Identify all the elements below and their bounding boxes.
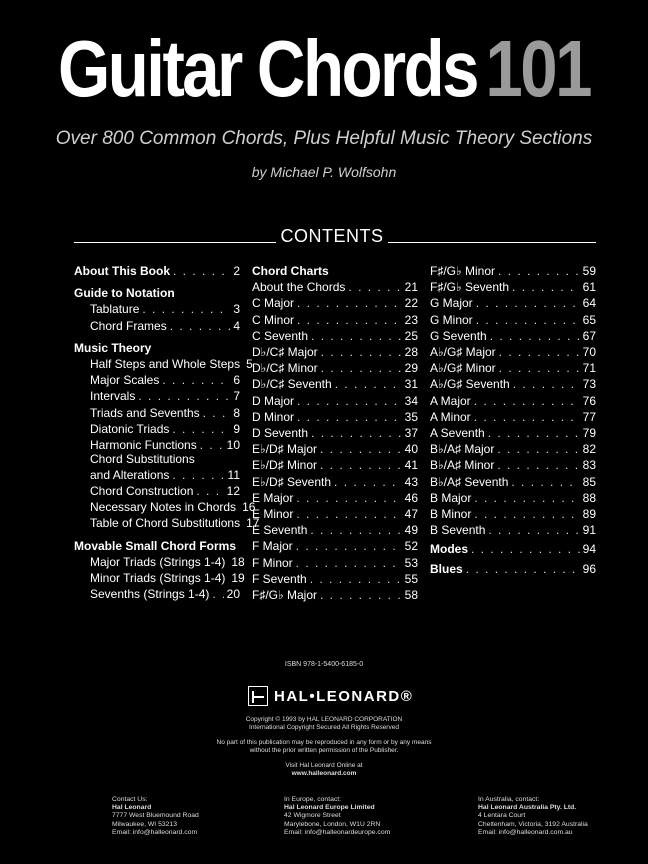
book-title bbox=[52, 24, 596, 114]
toc-page-number: 96 bbox=[582, 561, 596, 576]
toc-dot-leader bbox=[348, 279, 401, 295]
toc-dot-leader bbox=[311, 328, 402, 344]
toc-page-number: 70 bbox=[582, 345, 596, 360]
toc-page-number: 55 bbox=[404, 571, 418, 586]
toc-page-number: 11 bbox=[227, 467, 240, 482]
toc-entry bbox=[74, 515, 260, 531]
toc-dot-leader bbox=[320, 441, 402, 457]
toc-entry-title: Tablature bbox=[90, 302, 140, 317]
toc-entry-title: Modes bbox=[430, 542, 469, 557]
toc-entry bbox=[74, 318, 240, 334]
toc-entry bbox=[430, 425, 596, 441]
hal-leonard-logo-text: HAL•LEONARD® bbox=[274, 688, 414, 705]
contact-label: Contact Us: bbox=[112, 796, 148, 803]
toc-entry-title: Triads and Sevenths bbox=[90, 405, 200, 420]
copyright-line-2: International Copyright Secured All Rights Reserved bbox=[249, 724, 399, 731]
toc-entry-title: About This Book bbox=[74, 264, 170, 278]
isbn: ISBN 978-1-5400-6185-0 bbox=[284, 661, 364, 668]
toc-dot-leader bbox=[296, 490, 401, 506]
toc-entry-title: Major Scales bbox=[90, 373, 160, 388]
toc-page-number: 41 bbox=[404, 458, 418, 473]
toc-entry-title: E Minor bbox=[252, 507, 294, 522]
toc-entry-title: B Minor bbox=[430, 507, 472, 522]
toc-entry-title: B♭/A♯ Minor bbox=[430, 458, 495, 473]
toc-entry-title: Intervals bbox=[90, 389, 136, 404]
toc-dot-leader bbox=[200, 437, 224, 453]
toc-dot-leader bbox=[297, 409, 402, 425]
toc-entry bbox=[252, 425, 418, 441]
toc-page-number: 7 bbox=[233, 389, 240, 404]
toc-entry-title: Music Theory bbox=[74, 340, 152, 355]
contact-name: Hal Leonard Europe Limited bbox=[284, 804, 375, 812]
toc-dot-leader bbox=[173, 263, 230, 279]
toc-dot-leader bbox=[512, 279, 580, 295]
toc-dot-leader bbox=[490, 328, 580, 344]
toc-page-number: 67 bbox=[582, 328, 596, 343]
toc-page-number: 65 bbox=[582, 312, 596, 327]
toc-dot-leader bbox=[497, 441, 579, 457]
toc-dot-leader bbox=[311, 425, 402, 441]
toc-page-number: 8 bbox=[233, 405, 240, 420]
toc-entry bbox=[430, 409, 596, 425]
toc-entry bbox=[430, 457, 596, 473]
toc-entry bbox=[430, 263, 596, 279]
toc-entry bbox=[430, 393, 596, 409]
contact-australia bbox=[478, 796, 588, 837]
toc-entry-title: Guide to Notation bbox=[74, 286, 175, 301]
toc-entry bbox=[430, 295, 596, 311]
toc-entry-title: F♯/G♭ Seventh bbox=[430, 280, 510, 295]
toc-page-number: 47 bbox=[404, 507, 418, 522]
toc-page-number: 61 bbox=[582, 280, 596, 295]
toc-entry bbox=[430, 279, 596, 295]
toc-page-number: 46 bbox=[404, 490, 418, 505]
toc-dot-leader bbox=[162, 372, 230, 388]
toc-page-number: 19 bbox=[231, 570, 245, 585]
toc-dot-leader bbox=[488, 425, 580, 441]
toc-dot-leader bbox=[320, 457, 402, 473]
visit-line: Visit Hal Leonard Online at bbox=[285, 762, 363, 769]
toc-entry bbox=[74, 372, 240, 388]
toc-entry bbox=[252, 506, 418, 522]
toc-dot-leader bbox=[335, 376, 402, 392]
toc-entry-title: D Minor bbox=[252, 409, 295, 424]
toc-dot-leader bbox=[466, 561, 580, 577]
toc-dot-leader bbox=[296, 506, 401, 522]
toc-entry-title: A Minor bbox=[430, 409, 471, 424]
toc-entry bbox=[74, 263, 240, 279]
toc-dot-leader bbox=[474, 490, 579, 506]
author-byline: by Michael P. Wolfsohn bbox=[251, 164, 397, 180]
toc-entry-title: F♯/G♭ Minor bbox=[430, 264, 495, 278]
toc-entry-title: B♭/A♯ Seventh bbox=[430, 474, 509, 489]
toc-entry-title: A Seventh bbox=[430, 426, 485, 441]
contact-europe bbox=[284, 796, 390, 837]
toc-entry-title: Minor Triads (Strings 1-4) bbox=[90, 570, 226, 585]
toc-page-number: 12 bbox=[226, 483, 240, 498]
toc-page-number: 9 bbox=[233, 421, 240, 436]
toc-page-number: 23 bbox=[404, 312, 418, 327]
toc-dot-leader bbox=[212, 586, 223, 602]
toc-page-number: 49 bbox=[404, 523, 418, 538]
toc-dot-leader bbox=[172, 421, 230, 437]
toc-page-number: 59 bbox=[582, 264, 596, 278]
toc-page-number: 64 bbox=[582, 296, 596, 311]
contact-label: In Australia, contact: bbox=[478, 796, 540, 803]
toc-page-number: 94 bbox=[582, 542, 596, 557]
toc-entry-title: E♭/D♯ Minor bbox=[252, 458, 318, 473]
toc-entry bbox=[430, 376, 596, 392]
contact-email[interactable]: Email: info@halleonard.com bbox=[112, 828, 198, 836]
notice-line-2: without the prior written permission of the Publisher. bbox=[249, 747, 399, 754]
toc-page-number: 20 bbox=[226, 587, 240, 602]
toc-dot-leader bbox=[474, 506, 579, 522]
toc-page-number: 88 bbox=[582, 490, 596, 505]
contact-line: 4 Lentara Court bbox=[478, 812, 526, 820]
toc-entry bbox=[252, 263, 418, 279]
toc-dot-leader bbox=[203, 405, 231, 421]
toc-page-number: 77 bbox=[582, 409, 596, 424]
toc-entry bbox=[74, 437, 240, 453]
toc-dot-leader bbox=[474, 393, 580, 409]
copyright-line-1: Copyright © 1993 by HAL LEONARD CORPORATION bbox=[245, 716, 403, 723]
toc-page-number: 79 bbox=[582, 426, 596, 441]
heading-rule-right bbox=[388, 242, 596, 243]
toc-dot-leader bbox=[321, 344, 402, 360]
contact-line: 42 Wigmore Street bbox=[284, 812, 341, 820]
toc-dot-leader bbox=[321, 360, 402, 376]
toc-entry-title: C Minor bbox=[252, 312, 295, 327]
toc-entry-title: G Minor bbox=[430, 312, 473, 327]
contact-name: Hal Leonard Australia Pty. Ltd. bbox=[478, 804, 577, 812]
toc-entry bbox=[74, 388, 240, 404]
toc-entry-title: Diatonic Triads bbox=[90, 421, 170, 436]
toc-entry-title: F Major bbox=[252, 539, 293, 554]
toc-dot-leader bbox=[196, 483, 223, 499]
toc-entry bbox=[430, 441, 596, 457]
toc-entry bbox=[74, 483, 240, 499]
toc-dot-leader bbox=[320, 587, 402, 603]
toc-entry-title: E♭/D♯ Major bbox=[252, 442, 318, 457]
toc-entry-title: C Major bbox=[252, 296, 295, 311]
toc-entry-title: B Major bbox=[430, 490, 472, 505]
toc-column-3 bbox=[430, 263, 596, 577]
contact-label: In Europe, contact: bbox=[284, 796, 342, 803]
book-title-number: 101 bbox=[485, 24, 590, 113]
toc-dot-leader bbox=[474, 409, 580, 425]
toc-dot-leader bbox=[170, 318, 231, 334]
toc-entry-title: F Seventh bbox=[252, 571, 307, 586]
toc-dot-leader bbox=[498, 263, 580, 279]
contents-heading bbox=[74, 226, 596, 250]
toc-dot-leader bbox=[296, 555, 402, 571]
toc-entry-title: B♭/A♯ Major bbox=[430, 442, 495, 457]
toc-page-number: 35 bbox=[404, 409, 418, 424]
toc-entry bbox=[74, 586, 240, 602]
toc-page-number: 83 bbox=[582, 458, 596, 473]
toc-dot-leader bbox=[476, 312, 580, 328]
contact-email[interactable]: Email: info@halleonardeurope.com bbox=[284, 828, 391, 836]
toc-entry bbox=[74, 421, 240, 437]
contact-email[interactable]: Email: info@halleonard.com.au bbox=[478, 828, 573, 836]
toc-page-number: 29 bbox=[404, 361, 418, 376]
toc-entry bbox=[252, 587, 418, 603]
toc-entry-title: Table of Chord Substitutions bbox=[90, 516, 241, 531]
toc-entry-title: B Seventh bbox=[430, 523, 486, 538]
toc-entry-title: F♯/G♭ Major bbox=[252, 588, 317, 603]
contact-line: 7777 West Bluemound Road bbox=[112, 812, 199, 820]
toc-dot-leader bbox=[297, 312, 402, 328]
toc-entry-title: F Minor bbox=[252, 555, 293, 570]
toc-entry bbox=[430, 312, 596, 328]
toc-page-number: 21 bbox=[404, 280, 418, 295]
toc-entry bbox=[252, 441, 418, 457]
toc-entry-title: Blues bbox=[430, 561, 463, 576]
toc-page-number: 22 bbox=[404, 296, 418, 311]
toc-entry bbox=[252, 457, 418, 473]
toc-page-number: 4 bbox=[233, 318, 240, 333]
toc-column-1 bbox=[74, 263, 260, 602]
toc-page-number: 52 bbox=[404, 539, 418, 554]
toc-entry bbox=[252, 555, 418, 571]
toc-entry-title: Chord Charts bbox=[252, 264, 329, 278]
toc-dot-leader bbox=[142, 301, 230, 317]
heading-rule-left bbox=[74, 242, 276, 243]
toc-dot-leader bbox=[296, 538, 402, 554]
toc-entry bbox=[430, 561, 596, 577]
hal-leonard-logo bbox=[248, 686, 438, 708]
toc-page-number: 91 bbox=[582, 523, 596, 538]
toc-entry-title: E♭/D♯ Seventh bbox=[252, 474, 332, 489]
toc-entry-title: Major Triads (Strings 1-4) bbox=[90, 554, 226, 569]
toc-dot-leader bbox=[172, 467, 224, 483]
toc-entry bbox=[74, 285, 240, 301]
toc-page-number: 76 bbox=[582, 393, 596, 408]
toc-page-number: 17 bbox=[246, 516, 260, 531]
toc-entry-title: G Major bbox=[430, 296, 473, 311]
toc-entry-title: D♭/C♯ Seventh bbox=[252, 377, 332, 392]
toc-entry bbox=[252, 295, 418, 311]
toc-page-number: 73 bbox=[582, 377, 596, 392]
toc-entry bbox=[252, 522, 418, 538]
toc-page-number: 53 bbox=[404, 555, 418, 570]
toc-dot-leader bbox=[511, 474, 579, 490]
toc-entry-title: and Alterations bbox=[90, 467, 170, 482]
contents-heading-label: CONTENTS bbox=[280, 226, 384, 246]
toc-page-number: 34 bbox=[404, 393, 418, 408]
toc-entry bbox=[74, 340, 240, 356]
toc-page-number: 85 bbox=[582, 474, 596, 489]
toc-dot-leader bbox=[476, 295, 580, 311]
toc-dot-leader bbox=[499, 344, 580, 360]
toc-page-number: 28 bbox=[404, 345, 418, 360]
toc-dot-leader bbox=[297, 393, 402, 409]
contact-us bbox=[112, 796, 199, 837]
toc-entry-title: D♭/C♯ Major bbox=[252, 345, 318, 360]
toc-entry bbox=[252, 360, 418, 376]
book-title-main: Guitar Chords bbox=[58, 24, 478, 113]
toc-dot-leader bbox=[488, 522, 579, 538]
toc-dot-leader bbox=[297, 295, 402, 311]
notice-line-1: No part of this publication may be reproduced in any form or by any means bbox=[216, 739, 432, 746]
toc-entry-title: Sevenths (Strings 1-4) bbox=[90, 587, 210, 602]
toc-page-number: 43 bbox=[404, 474, 418, 489]
toc-page-number: 89 bbox=[582, 507, 596, 522]
toc-entry bbox=[74, 356, 253, 372]
toc-entry bbox=[252, 393, 418, 409]
toc-entry bbox=[252, 328, 418, 344]
toc-entry-title: A♭/G♯ Minor bbox=[430, 361, 496, 376]
toc-entry bbox=[252, 376, 418, 392]
toc-page-number: 16 bbox=[242, 500, 256, 515]
toc-column-2 bbox=[252, 263, 418, 603]
toc-entry bbox=[74, 570, 245, 586]
toc-dot-leader bbox=[471, 541, 580, 557]
toc-entry-line: Chord Substitutions bbox=[90, 452, 195, 467]
toc-entry bbox=[430, 474, 596, 490]
toc-dot-leader bbox=[310, 571, 402, 587]
toc-page-number: 37 bbox=[404, 426, 418, 441]
toc-entry bbox=[430, 541, 596, 557]
toc-entry bbox=[74, 301, 240, 317]
toc-page-number: 2 bbox=[233, 264, 240, 278]
toc-page-number: 82 bbox=[582, 442, 596, 457]
toc-page-number: 18 bbox=[231, 554, 245, 569]
toc-entry-title: A Major bbox=[430, 393, 471, 408]
toc-entry bbox=[430, 328, 596, 344]
toc-entry bbox=[74, 405, 240, 421]
toc-dot-leader bbox=[497, 457, 579, 473]
toc-page-number: 31 bbox=[404, 377, 418, 392]
toc-entry-title: Chord Construction bbox=[90, 483, 194, 498]
contact-line: Marylebone, London, W1U 2RN bbox=[284, 820, 381, 828]
toc-entry bbox=[252, 490, 418, 506]
toc-entry bbox=[252, 409, 418, 425]
toc-entry-title: D♭/C♯ Minor bbox=[252, 361, 318, 376]
toc-page-number: 10 bbox=[226, 438, 240, 453]
contact-name: Hal Leonard bbox=[112, 804, 152, 812]
toc-entry-title: D Major bbox=[252, 393, 295, 408]
toc-entry bbox=[252, 312, 418, 328]
toc-entry bbox=[430, 344, 596, 360]
contact-line: Cheltenham, Victoria, 3192 Australia bbox=[478, 820, 588, 828]
contact-line: Milwaukee, WI 53213 bbox=[112, 820, 177, 828]
toc-entry bbox=[252, 571, 418, 587]
toc-entry-title: Harmonic Functions bbox=[90, 438, 197, 453]
toc-dot-leader bbox=[138, 388, 230, 404]
toc-page-number: 58 bbox=[404, 588, 418, 603]
toc-entry-title: G Seventh bbox=[430, 328, 487, 343]
toc-entry-title: E Major bbox=[252, 490, 294, 505]
toc-dot-leader bbox=[499, 360, 580, 376]
toc-page-number: 3 bbox=[233, 302, 240, 317]
toc-dot-leader bbox=[310, 522, 401, 538]
toc-dot-leader bbox=[513, 376, 580, 392]
toc-entry-title: Half Steps and Whole Steps bbox=[90, 357, 241, 372]
toc-page-number: 71 bbox=[582, 361, 596, 376]
toc-page-number: 25 bbox=[404, 328, 418, 343]
book-subtitle: Over 800 Common Chords, Plus Helpful Music Theory Sections bbox=[55, 128, 593, 149]
toc-entry-title: Necessary Notes in Chords bbox=[90, 500, 237, 515]
toc-entry bbox=[74, 538, 240, 554]
toc-page-number: 40 bbox=[404, 442, 418, 457]
toc-entry bbox=[430, 360, 596, 376]
toc-entry-title: Movable Small Chord Forms bbox=[74, 538, 237, 553]
toc-dot-leader bbox=[334, 474, 402, 490]
toc-entry bbox=[430, 490, 596, 506]
toc-entry bbox=[252, 474, 418, 490]
toc-entry bbox=[74, 554, 245, 570]
toc-entry-title: Chord Frames bbox=[90, 318, 167, 333]
toc-entry-title: About the Chords bbox=[252, 280, 346, 295]
hal-leonard-logo-icon bbox=[248, 686, 268, 706]
toc-entry bbox=[74, 467, 240, 483]
website-link[interactable]: www.halleonard.com bbox=[291, 770, 357, 777]
toc-page-number: 6 bbox=[233, 373, 240, 388]
toc-entry bbox=[252, 344, 418, 360]
toc-entry bbox=[252, 279, 418, 295]
toc-entry-title: D Seventh bbox=[252, 426, 309, 441]
toc-entry bbox=[252, 538, 418, 554]
toc-entry-title: A♭/G♯ Seventh bbox=[430, 377, 510, 392]
toc-entry bbox=[430, 522, 596, 538]
toc-entry bbox=[430, 506, 596, 522]
toc-entry-title: E Seventh bbox=[252, 523, 308, 538]
toc-entry-title: C Seventh bbox=[252, 328, 309, 343]
toc-entry-title: A♭/G♯ Major bbox=[430, 345, 496, 360]
toc-entry bbox=[74, 499, 256, 515]
toc-page-number: 5 bbox=[246, 357, 253, 372]
